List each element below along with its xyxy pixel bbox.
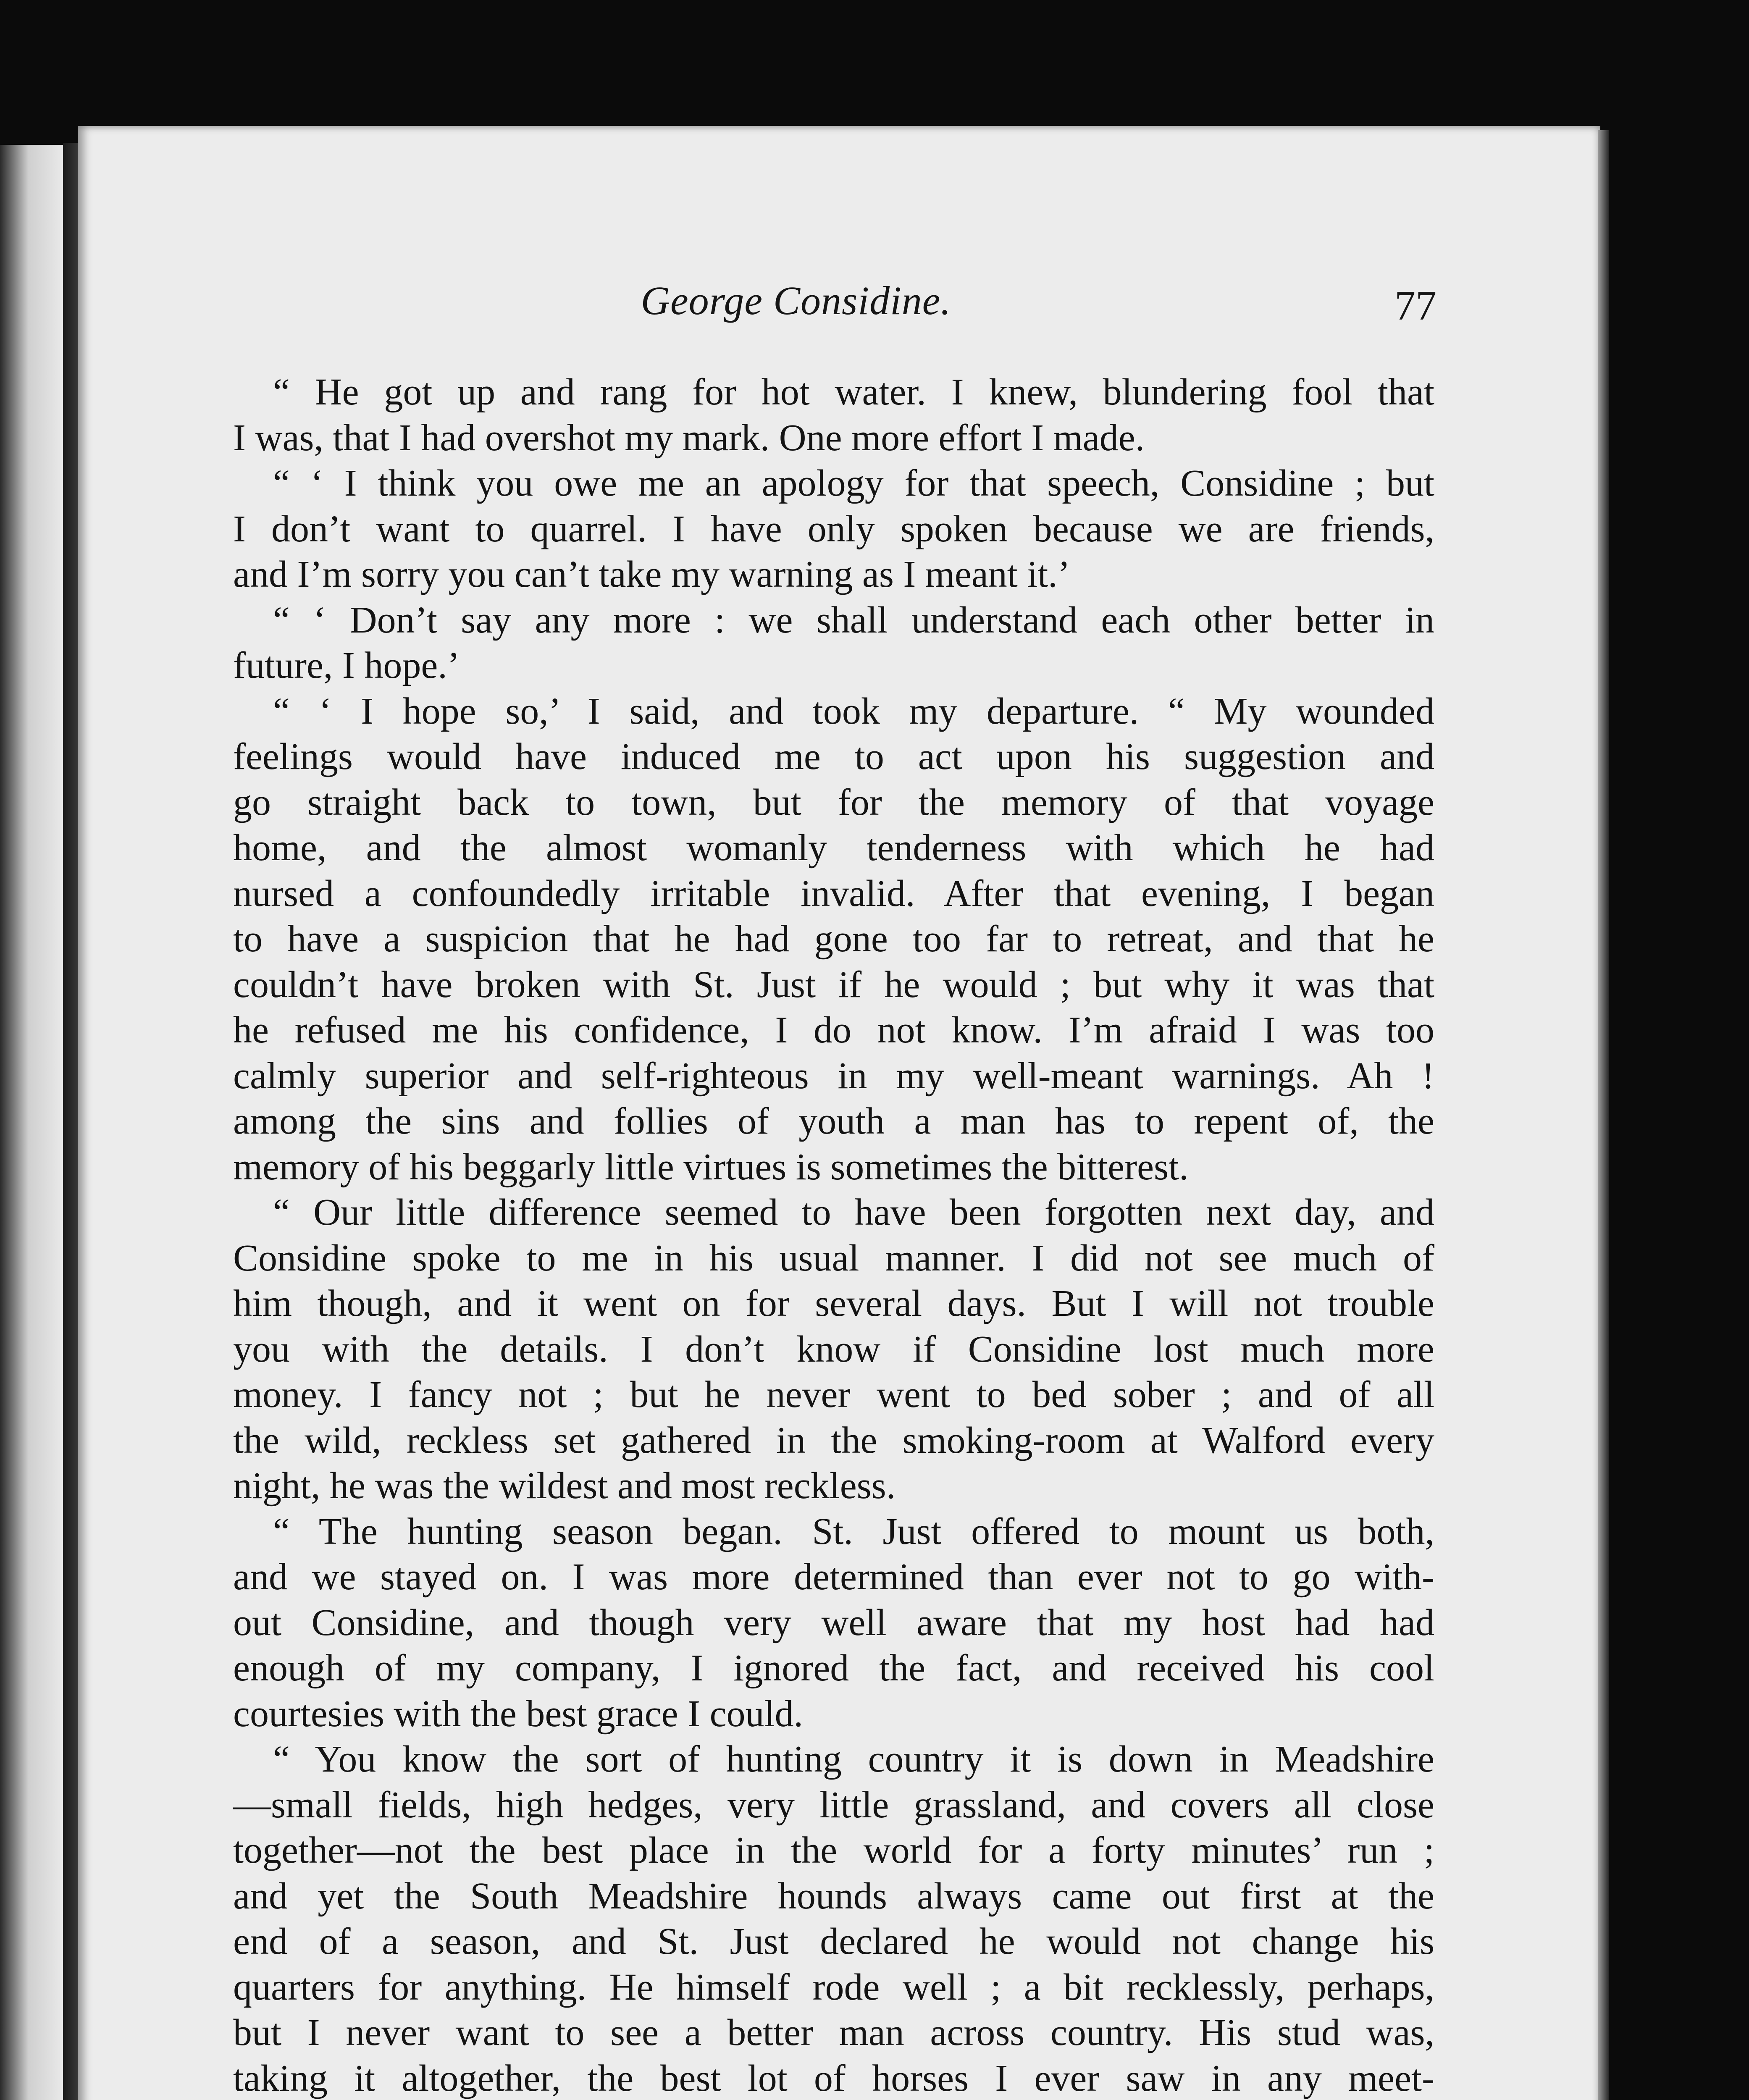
paragraph — [233, 461, 1434, 598]
text-line: “ ‘ I hope so,’ I said, and took my departure. “ My wounded — [273, 690, 1434, 732]
text-line: but I never want to see a better man across country. His stud was, — [233, 2012, 1434, 2053]
text-line: “ He got up and rang for hot water. I knew, blundering fool that — [273, 371, 1434, 413]
text-line: among the sins and follies of youth a man has to repent of, the — [233, 1100, 1434, 1142]
book-gutter — [63, 143, 80, 2100]
text-line: quarters for anything. He himself rode well ; a bit recklessly, perhaps, — [233, 1966, 1434, 2008]
text-line: go straight back to town, but for the memory of that voyage — [233, 781, 1434, 823]
text-line: night, he was the wildest and most reckless. — [233, 1465, 896, 1507]
paragraph — [233, 1190, 1434, 1509]
text-line: “ Our little difference seemed to have been forgotten next day, and — [273, 1192, 1434, 1233]
paragraph — [233, 1509, 1434, 1737]
text-line: out Considine, and though very well aware that my host had had — [233, 1601, 1434, 1643]
page-header — [155, 277, 1436, 344]
body-text — [233, 370, 1434, 2100]
text-line: enough of my company, I ignored the fact, and received his cool — [233, 1647, 1434, 1689]
running-title: George Considine. — [641, 278, 951, 323]
previous-page-edge — [0, 145, 63, 2100]
paragraph — [233, 689, 1434, 1190]
text-line: nursed a confoundedly irritable invalid. After that evening, I began — [233, 872, 1434, 914]
text-line: money. I fancy not ; but he never went to bed sober ; and of all — [233, 1374, 1434, 1415]
page-right-edge — [1598, 130, 1609, 2100]
text-line: and we stayed on. I was more determined than ever not to go with- — [233, 1556, 1434, 1598]
text-line: and yet the South Meadshire hounds always came out first at the — [233, 1875, 1434, 1917]
paragraph — [233, 1737, 1434, 2100]
text-line: he refused me his confidence, I do not know. I’m afraid I was too — [233, 1009, 1434, 1051]
text-line: courtesies with the best grace I could. — [233, 1693, 804, 1735]
text-line: to have a suspicion that he had gone too far to retreat, and that he — [233, 918, 1434, 960]
text-line: “ ‘ I think you owe me an apology for that speech, Considine ; but — [273, 462, 1434, 504]
text-line: calmly superior and self-righteous in my well-meant warnings. Ah ! — [233, 1055, 1434, 1097]
text-line: future, I hope.’ — [233, 645, 460, 686]
text-line: “ ‘ Don’t say any more : we shall understand each other better in — [273, 599, 1434, 641]
text-line: —small fields, high hedges, very little grassland, and covers all close — [233, 1784, 1434, 1826]
text-line: I was, that I had overshot my mark. One more effort I made. — [233, 417, 1145, 459]
text-line: “ The hunting season began. St. Just offered to mount us both, — [273, 1510, 1434, 1552]
text-line: him though, and it went on for several days. But I will not trouble — [233, 1283, 1434, 1324]
text-line: end of a season, and St. Just declared he would not change his — [233, 1921, 1434, 1962]
text-line: home, and the almost womanly tenderness with which he had — [233, 827, 1434, 869]
text-line: and I’m sorry you can’t take my warning as I meant it.’ — [233, 554, 1070, 595]
text-line: you with the details. I don’t know if Considine lost much more — [233, 1328, 1434, 1370]
text-line: I don’t want to quarrel. I have only spoken because we are friends, — [233, 508, 1434, 550]
page-number: 77 — [1394, 282, 1436, 329]
text-line: “ You know the sort of hunting country it is down in Meadshire — [273, 1738, 1434, 1780]
paragraph — [233, 598, 1434, 689]
text-line: taking it altogether, the best lot of horses I ever saw in any meet- — [233, 2057, 1434, 2099]
paragraph — [233, 370, 1434, 461]
text-line: feelings would have induced me to act upon his suggestion and — [233, 736, 1434, 777]
text-line: memory of his beggarly little virtues is sometimes the bitterest. — [233, 1146, 1189, 1188]
text-line: couldn’t have broken with St. Just if he would ; but why it was that — [233, 963, 1434, 1005]
text-line: Considine spoke to me in his usual manner. I did not see much of — [233, 1237, 1434, 1279]
text-line: together—not the best place in the world for a forty minutes’ run ; — [233, 1830, 1434, 1871]
text-line: the wild, reckless set gathered in the smoking-room at Walford every — [233, 1419, 1434, 1461]
